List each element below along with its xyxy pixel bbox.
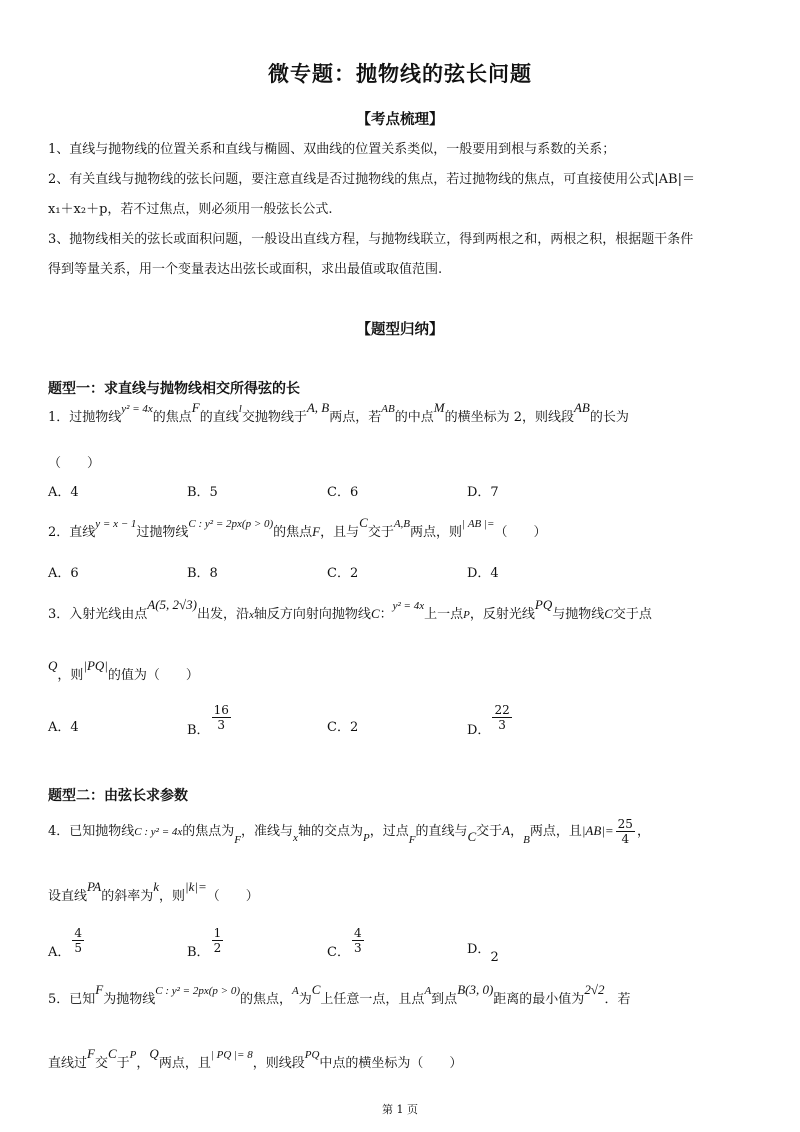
question-2-option-c[interactable]: C．2	[327, 566, 359, 581]
question-1-option-a[interactable]: A．4	[48, 485, 79, 500]
question-1-paren: （ ）	[48, 456, 101, 471]
page-footer: 第 1 页	[382, 1103, 418, 1116]
question-4-option-b[interactable]: B． $\frac{1}{2}$	[187, 926, 222, 960]
fraction-4-3: $\frac{4}{3}$	[353, 926, 362, 955]
section-review-heading: 【考点梳理】	[356, 112, 444, 128]
fraction-4-5: $\frac{4}{5}$	[74, 926, 83, 955]
page-title: 微专题：抛物线的弦长问题	[268, 62, 532, 86]
type-1-heading: 题型一：求直线与抛物线相交所得弦的长	[48, 381, 300, 397]
review-point-3-line-1: 3、抛物线相关的弦长或面积问题，一般设出直线方程，与抛物线联立，得到两根之和，两根之积，根据题干条件	[48, 232, 694, 247]
question-3-option-a[interactable]: A．4	[48, 720, 79, 735]
review-point-2-line-1: 2、有关直线与抛物线的弦长问题，要注意直线是否过抛物线的焦点，若过抛物线的焦点，可直接使用公式|AB|＝	[48, 172, 695, 187]
section-types-heading: 【题型归纳】	[356, 322, 444, 338]
question-1-option-b[interactable]: B．5	[187, 485, 218, 500]
question-4-stem-line-1: 4．已知抛物线C : y² = 4x的焦点为$_F$，准线与$_x$轴的交点为$_P$，过点$_F$的直线与C交于A，$_B$两点，且|AB|= $\frac{25}{4}$ ，	[48, 817, 650, 846]
review-point-1: 1、直线与抛物线的位置关系和直线与椭圆、双曲线的位置关系类似，一般要用到根与系数的关系；	[48, 142, 616, 157]
question-4-option-d[interactable]: D．2	[467, 942, 499, 965]
question-1-option-c[interactable]: C．6	[327, 485, 359, 500]
fraction-16-3: $\frac{16}{3}$	[213, 703, 229, 732]
question-4-option-a[interactable]: A． $\frac{4}{5}$	[48, 926, 83, 960]
fraction-1-2: $\frac{1}{2}$	[213, 926, 222, 955]
question-1-option-d[interactable]: D．7	[467, 485, 499, 500]
question-5-stem-line-1: 5．已知F为抛物线$^{C : y^2 = 2px(p > 0)}$的焦点，$^A$为C上任意一点，且点$^A$到点B(3, 0)距离的最小值为2√2．若	[48, 982, 631, 1007]
question-3-option-c[interactable]: C．2	[327, 720, 359, 735]
question-4-option-c[interactable]: C． $\frac{4}{3}$	[327, 926, 362, 960]
fraction-22-3: $\frac{22}{3}$	[494, 703, 510, 732]
question-1-stem: 1．过抛物线$^{y^2 = 4x}$的焦点F的直线$^l$交抛物线于A, B两点，若$^{AB}$的中点M的横坐标为 2，则线段AB的长为	[48, 400, 629, 425]
review-point-2-line-2: x₁＋x₂＋p，若不过焦点，则必须用一般弦长公式.	[48, 202, 333, 217]
question-3-stem-line-2: Q，则|PQ|的值为（ ）	[48, 658, 199, 683]
question-2-option-b[interactable]: B．8	[187, 566, 218, 581]
question-2-option-a[interactable]: A．6	[48, 566, 79, 581]
question-4-stem-line-2: 设直线PA的斜率为k，则|k|=（ ）	[48, 879, 259, 904]
question-2-option-d[interactable]: D．4	[467, 566, 499, 581]
question-3-option-d[interactable]: D． $\frac{22}{3}$	[467, 703, 510, 738]
question-5-stem-line-2: 直线过F交C于$^P$，Q两点，且$^{| PQ |= 8}$，则线段$^{PQ}$中点的横坐标为（ ）	[48, 1046, 463, 1071]
type-2-heading: 题型二：由弦长求参数	[48, 788, 188, 804]
question-3-option-b[interactable]: B． $\frac{16}{3}$	[187, 703, 229, 738]
question-3-stem-line-1: 3．入射光线由点A(5, 2√3)出发，沿x轴反方向射向抛物线C：$^{y^2 = 4x}$上一点P，反射光线PQ与抛物线C交于点	[48, 597, 652, 622]
question-2-stem: 2．直线$^{y = x - 1}$过抛物线$^{C : y^2 = 2px(p > 0)}$的焦点F，且与C交于$^{A,B}$两点，则$^{| AB |=}$（ ）	[48, 515, 547, 540]
fraction-25-4: $\frac{25}{4}$	[617, 817, 633, 846]
review-point-3-line-2: 得到等量关系，用一个变量表达出弦长或面积，求出最值或取值范围.	[48, 262, 443, 277]
